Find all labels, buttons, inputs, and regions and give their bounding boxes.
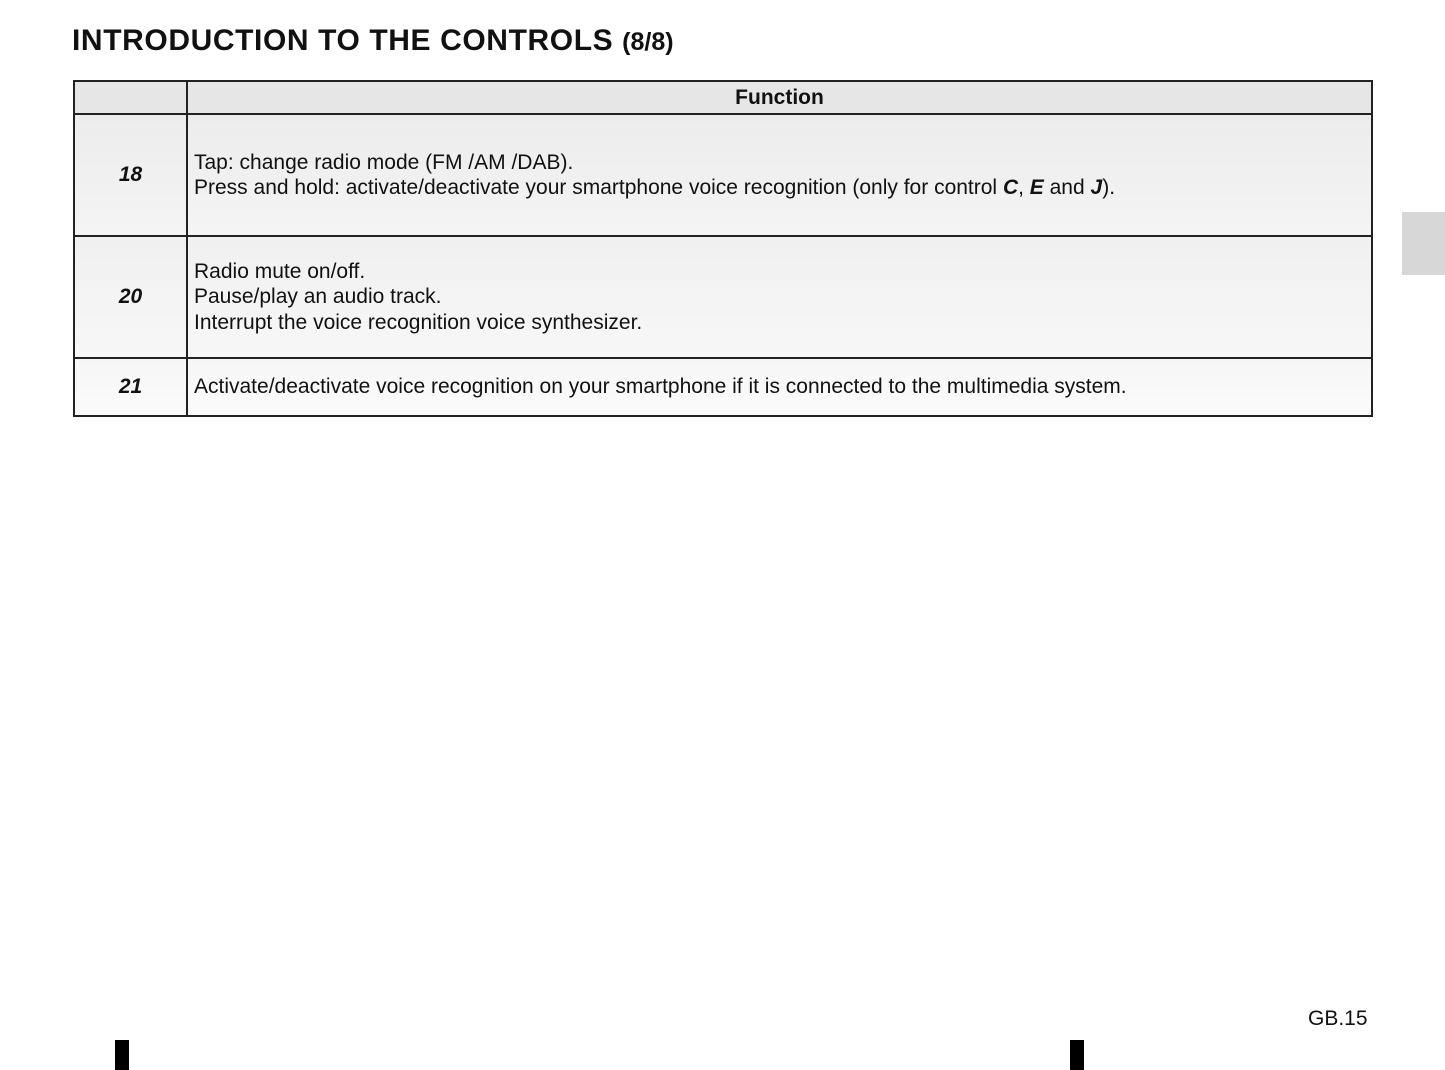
function-line: Tap: change radio mode (FM /AM /DAB). [194, 150, 574, 174]
function-text: , [1018, 176, 1030, 199]
header-function-cell: Function [187, 81, 1372, 114]
control-function [187, 236, 1372, 358]
function-line: Activate/deactivate voice recognition on your smartphone if it is connected to the multimedia system. [194, 375, 1127, 399]
table-header-row [74, 81, 1372, 114]
function-line [194, 175, 1371, 201]
section-tab-marker [1402, 212, 1445, 275]
control-number: 20 [74, 236, 187, 358]
control-function [187, 114, 1372, 236]
table-row [74, 114, 1372, 236]
function-text: and [1043, 176, 1091, 199]
control-letter-e: E [1029, 176, 1044, 199]
crop-mark-left [115, 1040, 129, 1070]
controls-table [73, 80, 1373, 417]
table-row [74, 236, 1372, 358]
control-number: 21 [74, 358, 187, 416]
function-line: Interrupt the voice recognition voice synthesizer. [194, 310, 643, 334]
function-line: Pause/play an audio track. [194, 285, 442, 309]
table-row [74, 358, 1372, 416]
page-title-text: INTRODUCTION TO THE CONTROLS [72, 24, 614, 57]
page-number: GB.15 [1308, 1007, 1368, 1030]
page-title [72, 22, 674, 61]
header-number-cell [74, 81, 187, 114]
control-letter-j: J [1090, 176, 1103, 199]
control-number: 18 [74, 114, 187, 236]
crop-mark-right [1070, 1040, 1084, 1070]
function-text: ). [1102, 176, 1116, 199]
function-line: Radio mute on/off. [194, 259, 366, 283]
function-text: Press and hold: activate/deactivate your smartphone voice recognition (only for control [194, 176, 1003, 199]
control-letter-c: C [1002, 176, 1019, 199]
control-function [187, 358, 1372, 416]
page-part: (8/8) [622, 28, 674, 56]
